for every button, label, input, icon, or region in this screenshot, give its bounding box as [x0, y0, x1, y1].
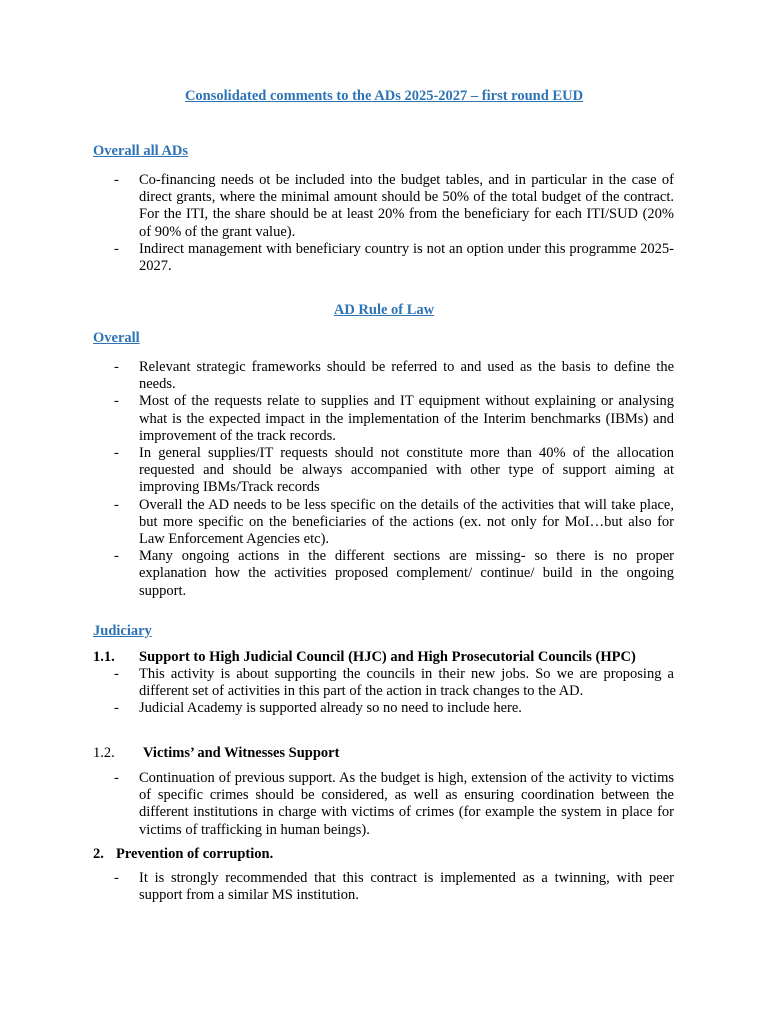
item-1-2-heading: [93, 745, 693, 763]
item-number: 1.2.: [93, 745, 115, 761]
section-heading-judiciary: Judiciary: [93, 623, 152, 639]
bullet-dash: -: [114, 496, 119, 513]
list-item: - It is strongly recommended that this contract is implemented as a twinning, with peer support from a similar MS institution.: [114, 870, 674, 904]
bullet-dash: -: [114, 870, 119, 886]
list-item: - This activity is about supporting the councils in their new jobs. So we are proposing a different set of activities in this part of the action in track changes to the AD.: [114, 666, 674, 700]
list-item: - Continuation of previous support. As the budget is high, extension of the activity to victims of specific crimes should be considered, as well as ensuring coordination between the different institutions in charge with victims of crimes (for example the system in place for victims of trafficking in human beings).: [114, 770, 674, 838]
section-heading-rule-of-law: AD Rule of Law: [333, 302, 435, 318]
list-item: - In general supplies/IT requests should not constitute more than 40% of the allocation requested and should be always accompanied with other type of support aiming at improving IBMs/Track records: [114, 445, 674, 496]
item-title: Victims’ and Witnesses Support: [143, 745, 340, 761]
item-1-1-list: [93, 666, 674, 718]
item-1-2-list: [93, 770, 674, 839]
item-2-heading: [93, 846, 693, 864]
rule-of-law-list: [93, 359, 674, 600]
list-item: - Co-financing needs ot be included into the budget tables, and in particular in the case of direct grants, where the minimal amount should be 50% of the total budget of the contract. For the ITI, the share should be at least 20% from the beneficiary for each ITI/SUD (20% of 90% of the grant value).: [114, 172, 674, 240]
bullet-dash: -: [114, 359, 119, 375]
item-title: Prevention of corruption.: [116, 846, 274, 862]
bullet-dash: -: [114, 548, 119, 565]
item-title: Support to High Judicial Council (HJC) and High Prosecutorial Councils (HPC): [139, 649, 636, 665]
bullet-dash: -: [114, 770, 119, 786]
list-item: - Many ongoing actions in the different sections are missing- so there is no proper explanation how the activities proposed complement/ continue/ build in the ongoing support.: [114, 548, 674, 599]
bullet-dash: -: [114, 445, 119, 462]
item-1-1-heading: [93, 649, 693, 667]
list-item: - Judicial Academy is supported already so no need to include here.: [114, 700, 522, 717]
bullet-dash: -: [114, 666, 119, 682]
bullet-dash: -: [114, 240, 119, 257]
list-item: - Indirect management with beneficiary country is not an option under this programme 2025-2027.: [114, 240, 674, 275]
section-heading-overall-all-ads: Overall all ADs: [93, 143, 189, 159]
bullet-dash: -: [114, 700, 119, 717]
item-2-list: [93, 870, 674, 904]
bullet-dash: -: [114, 172, 119, 188]
list-item: - Most of the requests relate to supplies and IT equipment without explaining or analysing what is the expected impact in the implementation of the Interim benchmarks (IBMs) and improvement of the track records.: [114, 393, 674, 444]
bullet-dash: -: [114, 393, 119, 410]
list-item: - Relevant strategic frameworks should be referred to and used as the basis to define the needs.: [114, 359, 674, 393]
list-item: - Overall the AD needs to be less specific on the details of the activities that will take place, but more specific on the beneficiaries of the actions (ex. not only for MoI…but also for Law Enforcement Agencies etc).: [114, 496, 674, 548]
subheading-overall: Overall: [93, 330, 140, 346]
document-title: Consolidated comments to the ADs 2025-2027 – first round EUD: [184, 88, 584, 104]
item-number: 1.1.: [93, 649, 115, 665]
item-number: 2.: [93, 846, 104, 862]
overall-all-ads-list: [93, 172, 674, 275]
